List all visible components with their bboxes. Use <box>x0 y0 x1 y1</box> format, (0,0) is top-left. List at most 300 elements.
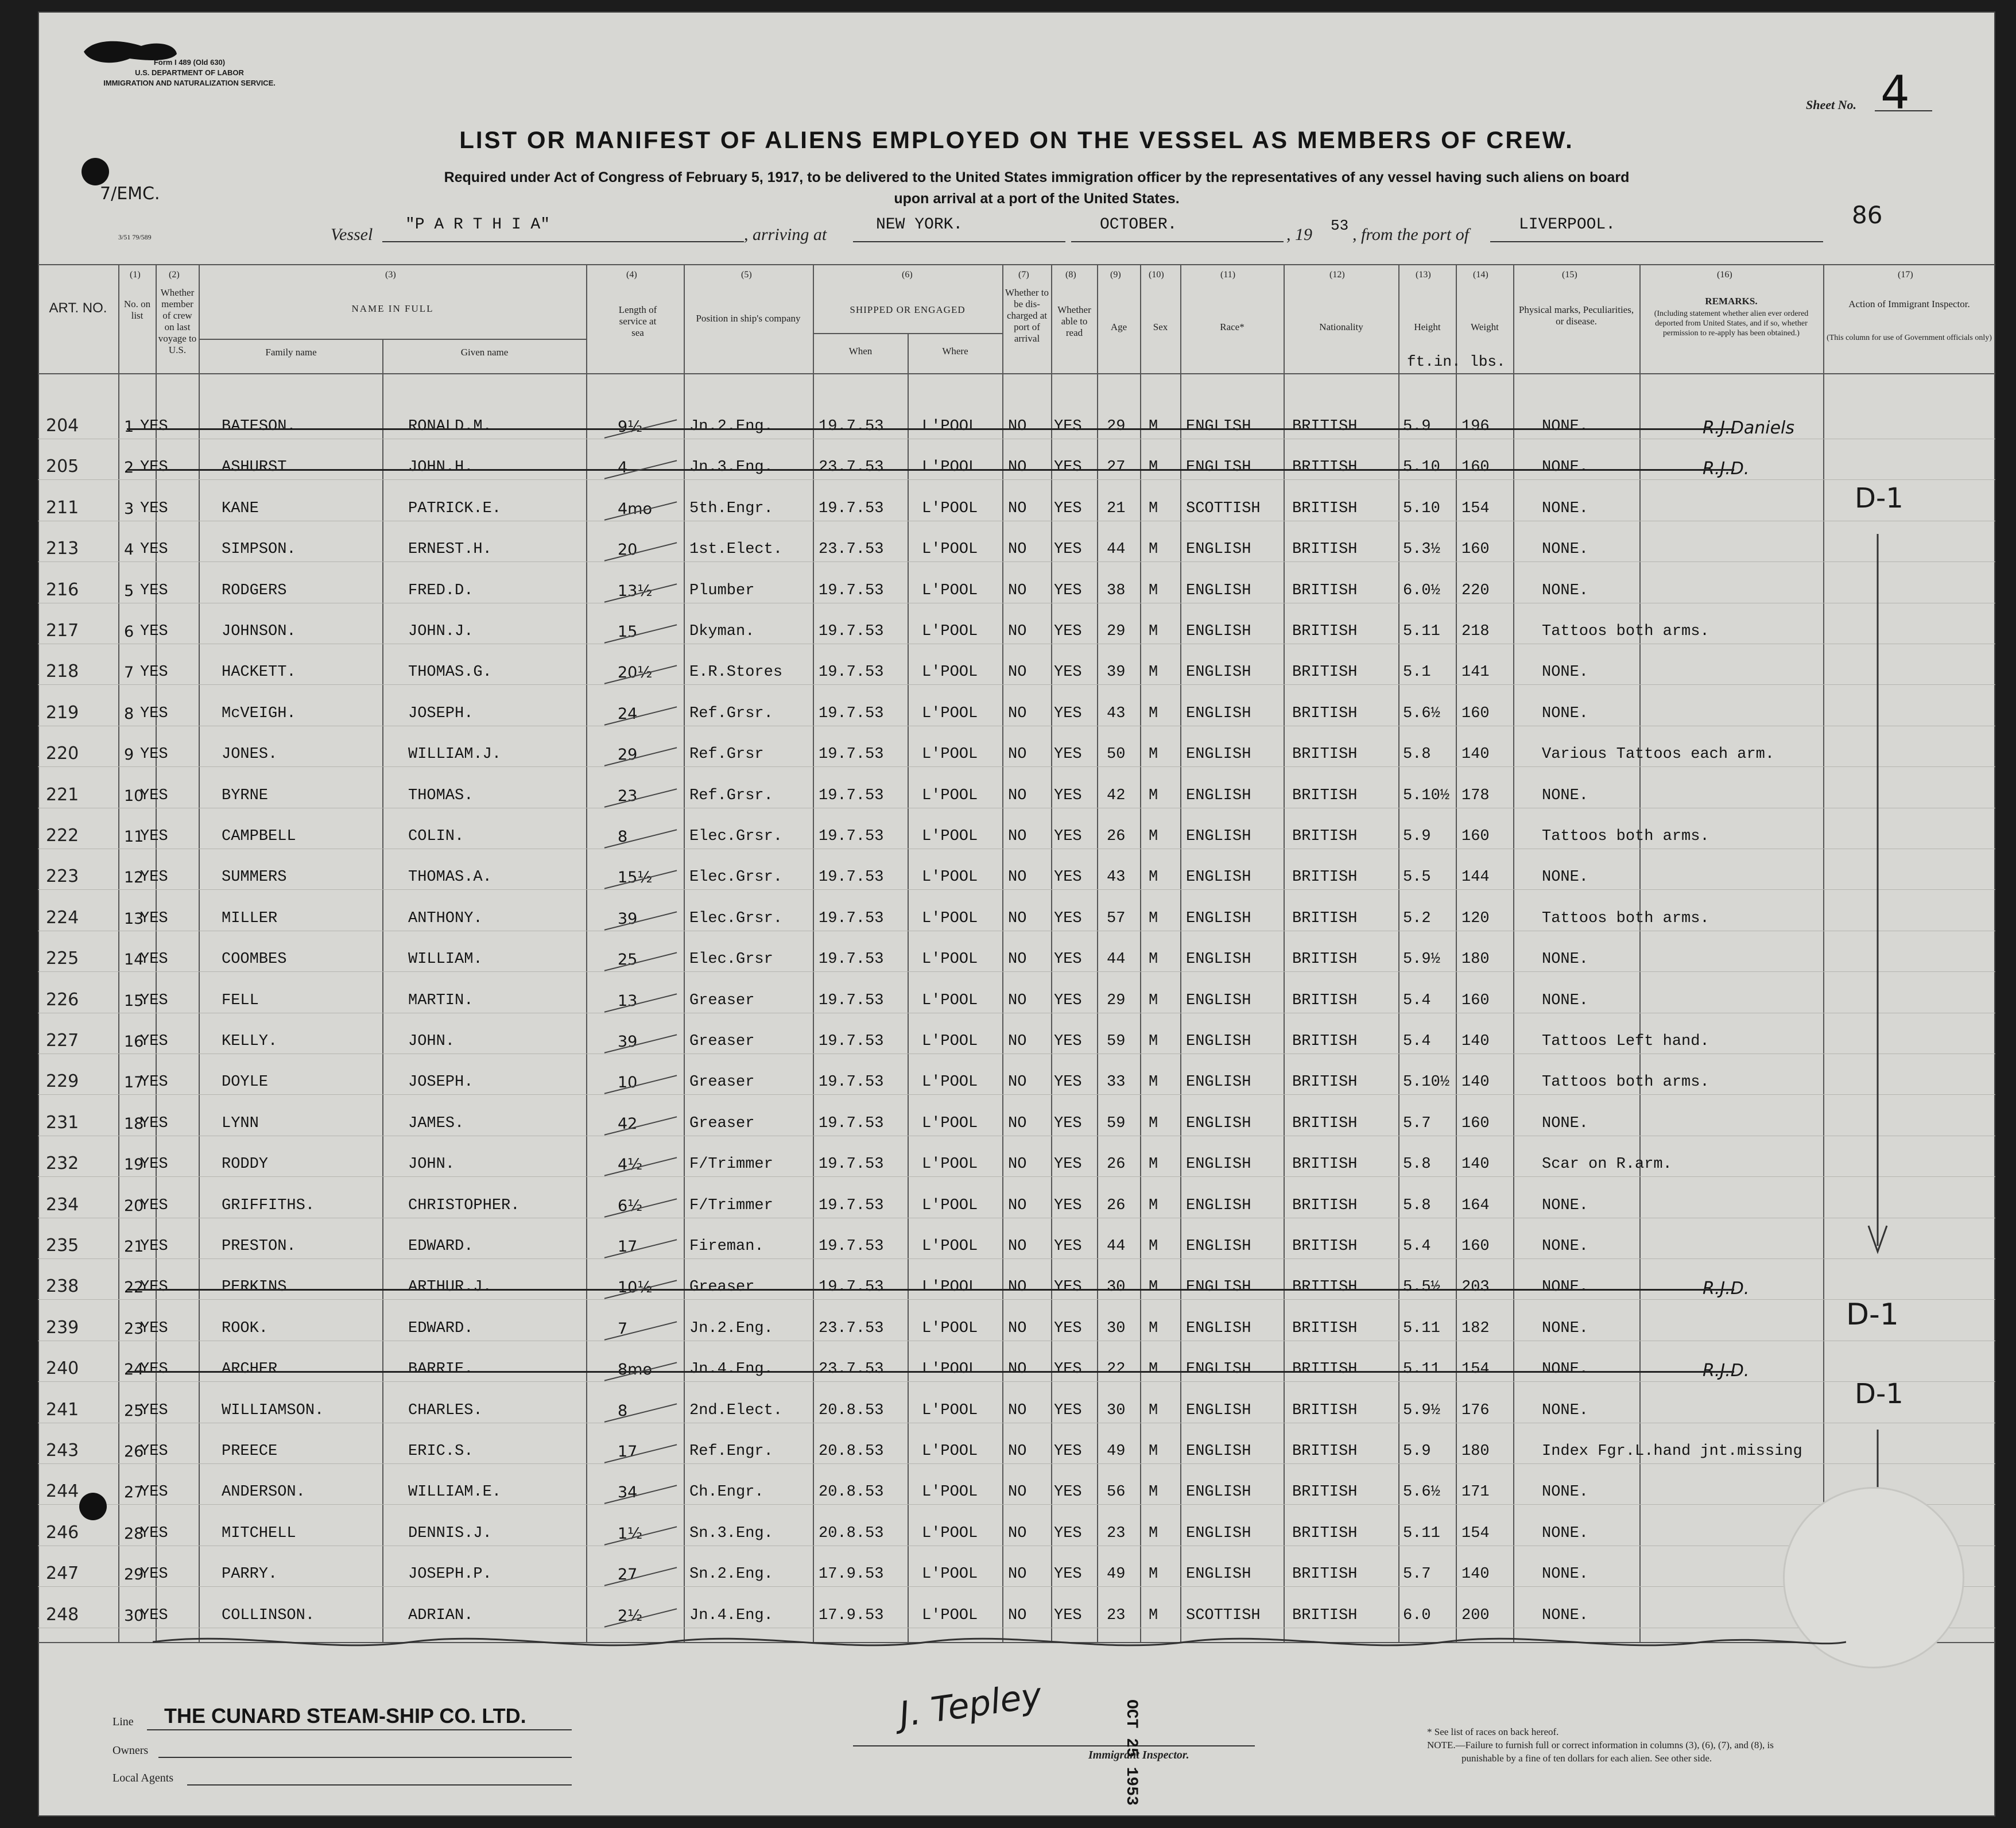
row-discharged: NO <box>1008 582 1027 599</box>
row-art-no: 204 <box>46 416 79 436</box>
row-shipped-when: 19.7.53 <box>819 992 884 1009</box>
row-height: 5.11 <box>1403 1361 1440 1378</box>
row-no: 1 <box>124 418 134 436</box>
row-race: ENGLISH <box>1186 1197 1251 1214</box>
vessel-label: Vessel <box>331 225 373 244</box>
row-position: Greaser <box>689 1115 755 1132</box>
row-race: ENGLISH <box>1186 1402 1251 1419</box>
print-code: 3/51 79/589 <box>118 233 152 241</box>
row-position: Dkyman. <box>689 623 755 640</box>
row-height: 5.8 <box>1403 1156 1431 1173</box>
col-age: Age <box>1110 322 1127 332</box>
row-weight: 182 <box>1461 1320 1490 1337</box>
row-rule <box>38 1176 1995 1177</box>
row-prev-voyage: YES <box>140 746 168 763</box>
row-rule <box>38 971 1995 972</box>
col-given-name: Given name <box>460 347 509 358</box>
inspector-signature: J. Tepley <box>897 1675 1044 1735</box>
row-art-no: 241 <box>46 1400 79 1420</box>
row-given-name: RONALD.M. <box>408 418 492 435</box>
strike-through-line <box>127 428 1734 430</box>
row-no: 2 <box>124 459 134 477</box>
row-discharged: NO <box>1008 1033 1027 1050</box>
row-position: Jn.2.Eng. <box>689 418 773 435</box>
row-art-no: 244 <box>46 1481 79 1501</box>
row-shipped-where: L'POOL <box>922 705 978 722</box>
row-no: 10 <box>124 787 144 805</box>
check-tick <box>604 829 677 848</box>
row-sex: M <box>1149 705 1158 722</box>
row-discharged: NO <box>1008 1484 1027 1501</box>
row-physical-marks: Tattoos both arms. <box>1542 910 1709 927</box>
departure-port: LIVERPOOL. <box>1519 216 1616 234</box>
row-given-name: JOSEPH. <box>408 705 474 722</box>
row-shipped-when: 23.7.53 <box>819 459 884 476</box>
row-nationality: BRITISH <box>1292 1525 1358 1542</box>
units-label: ft.in. lbs. <box>1407 353 1506 370</box>
row-service: 13½ <box>618 582 653 600</box>
row-nationality: BRITISH <box>1292 1238 1358 1255</box>
row-nationality: BRITISH <box>1292 541 1358 558</box>
row-family-name: JONES. <box>222 746 278 763</box>
row-family-name: ASHURST <box>222 459 287 476</box>
col-no-on-list: No. on list <box>123 299 151 321</box>
row-position: Ref.Grsr. <box>689 705 773 722</box>
row-art-no: 216 <box>46 580 79 600</box>
row-position: Elec.Grsr <box>689 951 773 968</box>
row-discharged: NO <box>1008 1197 1027 1214</box>
row-shipped-where: L'POOL <box>922 1320 978 1337</box>
row-no: 16 <box>124 1033 144 1051</box>
row-height: 5.10 <box>1403 459 1440 476</box>
row-race: ENGLISH <box>1186 1279 1251 1296</box>
row-race: ENGLISH <box>1186 1525 1251 1542</box>
row-nationality: BRITISH <box>1292 705 1358 722</box>
col-sex: Sex <box>1153 322 1168 332</box>
row-can-read: YES <box>1054 1197 1082 1214</box>
row-sex: M <box>1149 459 1158 476</box>
row-given-name: THOMAS.G. <box>408 664 492 681</box>
row-given-name: WILLIAM. <box>408 951 483 968</box>
row-service: 9½ <box>618 418 643 436</box>
row-no: 24 <box>124 1361 144 1378</box>
row-given-name: DENNIS.J. <box>408 1525 492 1542</box>
row-family-name: ARCHER <box>222 1361 278 1378</box>
row-rule <box>38 1586 1995 1587</box>
row-no: 30 <box>124 1607 144 1625</box>
row-prev-voyage: YES <box>140 1443 168 1460</box>
row-can-read: YES <box>1054 1074 1082 1091</box>
row-weight: 160 <box>1461 1238 1490 1255</box>
row-race: ENGLISH <box>1186 1033 1251 1050</box>
row-shipped-when: 17.9.53 <box>819 1607 884 1624</box>
row-position: Ref.Grsr <box>689 746 764 763</box>
row-given-name: WILLIAM.J. <box>408 746 502 763</box>
row-nationality: BRITISH <box>1292 500 1358 517</box>
row-discharged: NO <box>1008 418 1027 435</box>
row-family-name: RODDY <box>222 1156 269 1173</box>
row-position: Sn.3.Eng. <box>689 1525 773 1542</box>
row-sex: M <box>1149 787 1158 804</box>
row-race: ENGLISH <box>1186 1320 1251 1337</box>
row-height: 5.4 <box>1403 1238 1431 1255</box>
owners-label: Owners <box>113 1744 149 1757</box>
col-shipped-or-engaged: SHIPPED OR ENGAGED <box>850 304 966 315</box>
row-nationality: BRITISH <box>1292 787 1358 804</box>
row-weight: 141 <box>1461 664 1490 681</box>
row-nationality: BRITISH <box>1292 1279 1358 1296</box>
check-tick <box>604 911 677 930</box>
row-nationality: BRITISH <box>1292 418 1358 435</box>
row-prev-voyage: YES <box>140 1115 168 1132</box>
row-sex: M <box>1149 623 1158 640</box>
row-race: ENGLISH <box>1186 1361 1251 1378</box>
row-sex: M <box>1149 1033 1158 1050</box>
row-no: 18 <box>124 1115 144 1133</box>
row-sex: M <box>1149 1484 1158 1501</box>
row-discharged: NO <box>1008 541 1027 558</box>
row-sex: M <box>1149 746 1158 763</box>
row-prev-voyage: YES <box>140 623 168 640</box>
row-service: 20½ <box>618 664 653 681</box>
row-art-no: 248 <box>46 1605 79 1625</box>
row-art-no: 231 <box>46 1113 79 1133</box>
row-height: 5.9½ <box>1403 1402 1440 1419</box>
row-position: Ref.Engr. <box>689 1443 773 1460</box>
row-discharged: NO <box>1008 869 1027 886</box>
row-shipped-when: 19.7.53 <box>819 869 884 886</box>
check-tick <box>604 1485 677 1504</box>
row-family-name: KELLY. <box>222 1033 278 1050</box>
row-shipped-where: L'POOL <box>922 1361 978 1378</box>
row-physical-marks: NONE. <box>1542 992 1589 1009</box>
row-age: 43 <box>1107 705 1126 722</box>
row-no: 7 <box>124 664 134 681</box>
row-shipped-where: L'POOL <box>922 1197 978 1214</box>
arrival-year: 53 <box>1331 217 1349 234</box>
row-age: 29 <box>1107 623 1126 640</box>
row-nationality: BRITISH <box>1292 910 1358 927</box>
row-can-read: YES <box>1054 541 1082 558</box>
row-height: 5.5½ <box>1403 1279 1440 1296</box>
row-prev-voyage: YES <box>140 1402 168 1419</box>
row-discharged: NO <box>1008 1074 1027 1091</box>
row-service: 7 <box>618 1320 628 1338</box>
row-position: Greaser <box>689 992 755 1009</box>
row-prev-voyage: YES <box>140 828 168 845</box>
row-can-read: YES <box>1054 459 1082 476</box>
penalty-note-2: punishable by a fine of ten dollars for each alien. See other side. <box>1461 1753 1712 1764</box>
row-nationality: BRITISH <box>1292 1074 1358 1091</box>
row-age: 21 <box>1107 500 1126 517</box>
row-family-name: MITCHELL <box>222 1525 296 1542</box>
row-prev-voyage: YES <box>140 705 168 722</box>
row-discharged: NO <box>1008 1238 1027 1255</box>
row-race: ENGLISH <box>1186 746 1251 763</box>
row-age: 38 <box>1107 582 1126 599</box>
row-shipped-when: 23.7.53 <box>819 1320 884 1337</box>
punch-hole <box>82 158 109 185</box>
row-position: Jn.4.Eng. <box>689 1361 773 1378</box>
row-can-read: YES <box>1054 664 1082 681</box>
row-nationality: BRITISH <box>1292 1197 1358 1214</box>
row-prev-voyage: YES <box>140 1197 168 1214</box>
row-shipped-when: 17.9.53 <box>819 1566 884 1583</box>
row-rule <box>38 561 1995 562</box>
row-position: 2nd.Elect. <box>689 1402 783 1419</box>
row-no: 28 <box>124 1525 144 1543</box>
row-family-name: FELL <box>222 992 259 1009</box>
row-prev-voyage: YES <box>140 1074 168 1091</box>
row-shipped-when: 19.7.53 <box>819 1197 884 1214</box>
col-7-num: (7) <box>1018 270 1029 280</box>
row-race: ENGLISH <box>1186 1484 1251 1501</box>
row-no: 19 <box>124 1156 144 1174</box>
row-rule <box>38 1504 1995 1505</box>
row-height: 5.11 <box>1403 623 1440 640</box>
row-age: 23 <box>1107 1607 1126 1624</box>
row-sex: M <box>1149 418 1158 435</box>
row-shipped-where: L'POOL <box>922 459 978 476</box>
row-age: 27 <box>1107 459 1126 476</box>
check-tick <box>604 1444 677 1463</box>
row-height: 5.9 <box>1403 828 1431 845</box>
row-can-read: YES <box>1054 705 1082 722</box>
row-given-name: MARTIN. <box>408 992 474 1009</box>
row-age: 30 <box>1107 1320 1126 1337</box>
row-discharged: NO <box>1008 705 1027 722</box>
row-can-read: YES <box>1054 828 1082 845</box>
row-given-name: JOHN.J. <box>408 623 474 640</box>
row-shipped-when: 19.7.53 <box>819 500 884 517</box>
row-prev-voyage: YES <box>140 910 168 927</box>
row-family-name: PARRY. <box>222 1566 278 1583</box>
row-shipped-where: L'POOL <box>922 1484 978 1501</box>
row-position: Greaser <box>689 1033 755 1050</box>
row-can-read: YES <box>1054 582 1082 599</box>
row-rule <box>38 1094 1995 1095</box>
page-reference: 86 <box>1852 201 1883 229</box>
row-weight: 154 <box>1461 1525 1490 1542</box>
row-art-no: 218 <box>46 661 79 681</box>
row-race: ENGLISH <box>1186 1238 1251 1255</box>
col-9-num: (9) <box>1110 270 1121 280</box>
row-shipped-where: L'POOL <box>922 623 978 640</box>
row-prev-voyage: YES <box>140 992 168 1009</box>
row-age: 30 <box>1107 1279 1126 1296</box>
row-position: Greaser <box>689 1279 755 1296</box>
row-family-name: GRIFFITHS. <box>222 1197 315 1214</box>
row-physical-marks: Various Tattoos each arm. <box>1542 746 1775 763</box>
row-sex: M <box>1149 992 1158 1009</box>
row-service: 15 <box>618 623 638 641</box>
row-nationality: BRITISH <box>1292 746 1358 763</box>
row-discharged: NO <box>1008 1320 1027 1337</box>
col-weight: Weight <box>1471 322 1499 332</box>
row-rule <box>38 1299 1995 1300</box>
row-shipped-when: 19.7.53 <box>819 1115 884 1132</box>
row-age: 49 <box>1107 1566 1126 1583</box>
row-weight: 140 <box>1461 1074 1490 1091</box>
row-age: 43 <box>1107 869 1126 886</box>
subtitle-line-2: upon arrival at a port of the United States. <box>894 191 1180 207</box>
row-service: 8mo <box>618 1361 652 1378</box>
row-weight: 160 <box>1461 705 1490 722</box>
row-position: 5th.Engr. <box>689 500 773 517</box>
arrival-month: OCTOBER. <box>1100 216 1177 234</box>
row-age: 49 <box>1107 1443 1126 1460</box>
row-shipped-where: L'POOL <box>922 746 978 763</box>
row-art-no: 243 <box>46 1440 79 1461</box>
from-port-label: , from the port of <box>1352 225 1470 244</box>
row-weight: 178 <box>1461 787 1490 804</box>
row-can-read: YES <box>1054 992 1082 1009</box>
row-position: Elec.Grsr. <box>689 828 783 845</box>
row-weight: 140 <box>1461 746 1490 763</box>
row-prev-voyage: YES <box>140 1484 168 1501</box>
row-sex: M <box>1149 910 1158 927</box>
row-no: 22 <box>124 1279 144 1296</box>
check-tick <box>604 542 677 561</box>
row-no: 15 <box>124 992 144 1010</box>
row-height: 5.11 <box>1403 1525 1440 1542</box>
punch-hole <box>79 1493 107 1520</box>
row-shipped-where: L'POOL <box>922 1525 978 1542</box>
row-shipped-when: 19.7.53 <box>819 582 884 599</box>
service-name: IMMIGRATION AND NATURALIZATION SERVICE. <box>103 79 276 87</box>
row-nationality: BRITISH <box>1292 828 1358 845</box>
inspector-mark: D-1 <box>1855 482 1903 514</box>
row-shipped-when: 23.7.53 <box>819 1361 884 1378</box>
row-height: 5.7 <box>1403 1566 1431 1583</box>
row-can-read: YES <box>1054 1361 1082 1378</box>
row-shipped-where: L'POOL <box>922 418 978 435</box>
sheet-number-label: Sheet No. <box>1806 98 1856 112</box>
row-prev-voyage: YES <box>140 951 168 968</box>
row-can-read: YES <box>1054 951 1082 968</box>
row-no: 26 <box>124 1443 144 1461</box>
row-position: Greaser <box>689 1074 755 1091</box>
row-prev-voyage: YES <box>140 1525 168 1542</box>
row-physical-marks: NONE. <box>1542 418 1589 435</box>
row-physical-marks: NONE. <box>1542 664 1589 681</box>
row-service: 34 <box>618 1484 638 1501</box>
row-shipped-when: 19.7.53 <box>819 1033 884 1050</box>
row-rule <box>38 1463 1995 1464</box>
row-service: 39 <box>618 910 638 928</box>
row-shipped-when: 19.7.53 <box>819 1279 884 1296</box>
row-service: 25 <box>618 951 638 969</box>
row-nationality: BRITISH <box>1292 1033 1358 1050</box>
row-nationality: BRITISH <box>1292 1484 1358 1501</box>
row-shipped-when: 19.7.53 <box>819 623 884 640</box>
row-family-name: COOMBES <box>222 951 287 968</box>
row-can-read: YES <box>1054 787 1082 804</box>
row-shipped-where: L'POOL <box>922 869 978 886</box>
row-nationality: BRITISH <box>1292 1566 1358 1583</box>
row-weight: 218 <box>1461 623 1490 640</box>
row-given-name: BARRIE. <box>408 1361 474 1378</box>
row-physical-marks: Index Fgr.L.hand jnt.missing <box>1542 1443 1802 1460</box>
row-race: ENGLISH <box>1186 459 1251 476</box>
row-rule <box>38 684 1995 685</box>
row-race: ENGLISH <box>1186 1115 1251 1132</box>
row-weight: 140 <box>1461 1033 1490 1050</box>
row-art-no: 239 <box>46 1318 79 1338</box>
row-physical-marks: NONE. <box>1542 1238 1589 1255</box>
col-3-num: (3) <box>385 270 396 280</box>
row-no: 5 <box>124 582 134 600</box>
row-shipped-where: L'POOL <box>922 1566 978 1583</box>
row-prev-voyage: YES <box>140 787 168 804</box>
row-given-name: JOHN. <box>408 1033 455 1050</box>
row-rule <box>38 889 1995 890</box>
row-discharged: NO <box>1008 664 1027 681</box>
row-can-read: YES <box>1054 1320 1082 1337</box>
row-art-no: 229 <box>46 1071 79 1091</box>
row-discharged: NO <box>1008 500 1027 517</box>
row-art-no: 211 <box>46 498 79 518</box>
row-age: 22 <box>1107 1361 1126 1378</box>
row-weight: 120 <box>1461 910 1490 927</box>
check-tick <box>604 993 677 1012</box>
row-nationality: BRITISH <box>1292 1115 1358 1132</box>
row-no: 29 <box>124 1566 144 1583</box>
col-14-num: (14) <box>1473 270 1488 280</box>
row-given-name: CHARLES. <box>408 1402 483 1419</box>
row-given-name: ERIC.S. <box>408 1443 474 1460</box>
col-10-num: (10) <box>1149 270 1164 280</box>
row-position: Ref.Grsr. <box>689 787 773 804</box>
row-race: SCOTTISH <box>1186 500 1261 517</box>
row-service: 8 <box>618 1402 628 1420</box>
row-shipped-where: L'POOL <box>922 582 978 599</box>
row-remarks: R.J.D. <box>1703 1279 1750 1299</box>
check-tick <box>604 1403 677 1422</box>
row-can-read: YES <box>1054 418 1082 435</box>
row-weight: 200 <box>1461 1607 1490 1624</box>
row-weight: 180 <box>1461 1443 1490 1460</box>
row-sex: M <box>1149 1320 1158 1337</box>
row-discharged: NO <box>1008 1156 1027 1173</box>
check-tick <box>604 706 677 725</box>
col-member-of-crew: Whether member of crew on last voyage to U.S. <box>158 287 197 355</box>
col-15-num: (15) <box>1562 270 1577 280</box>
row-physical-marks: NONE. <box>1542 787 1589 804</box>
col-2-num: (2) <box>169 270 180 280</box>
row-can-read: YES <box>1054 910 1082 927</box>
row-shipped-when: 20.8.53 <box>819 1484 884 1501</box>
races-note: * See list of races on back hereof. <box>1427 1726 1559 1737</box>
row-physical-marks: NONE. <box>1542 1279 1589 1296</box>
row-sex: M <box>1149 1156 1158 1173</box>
row-shipped-where: L'POOL <box>922 787 978 804</box>
col-family-name: Family name <box>265 347 317 358</box>
row-given-name: ARTHUR.J. <box>408 1279 492 1296</box>
row-sex: M <box>1149 1607 1158 1624</box>
row-family-name: BATESON. <box>222 418 296 435</box>
row-no: 17 <box>124 1074 144 1091</box>
row-shipped-when: 19.7.53 <box>819 746 884 763</box>
row-weight: 144 <box>1461 869 1490 886</box>
row-discharged: NO <box>1008 459 1027 476</box>
row-sex: M <box>1149 1197 1158 1214</box>
row-prev-voyage: YES <box>140 1607 168 1624</box>
row-age: 42 <box>1107 787 1126 804</box>
row-family-name: JOHNSON. <box>222 623 296 640</box>
row-nationality: BRITISH <box>1292 582 1358 599</box>
row-physical-marks: NONE. <box>1542 1197 1589 1214</box>
